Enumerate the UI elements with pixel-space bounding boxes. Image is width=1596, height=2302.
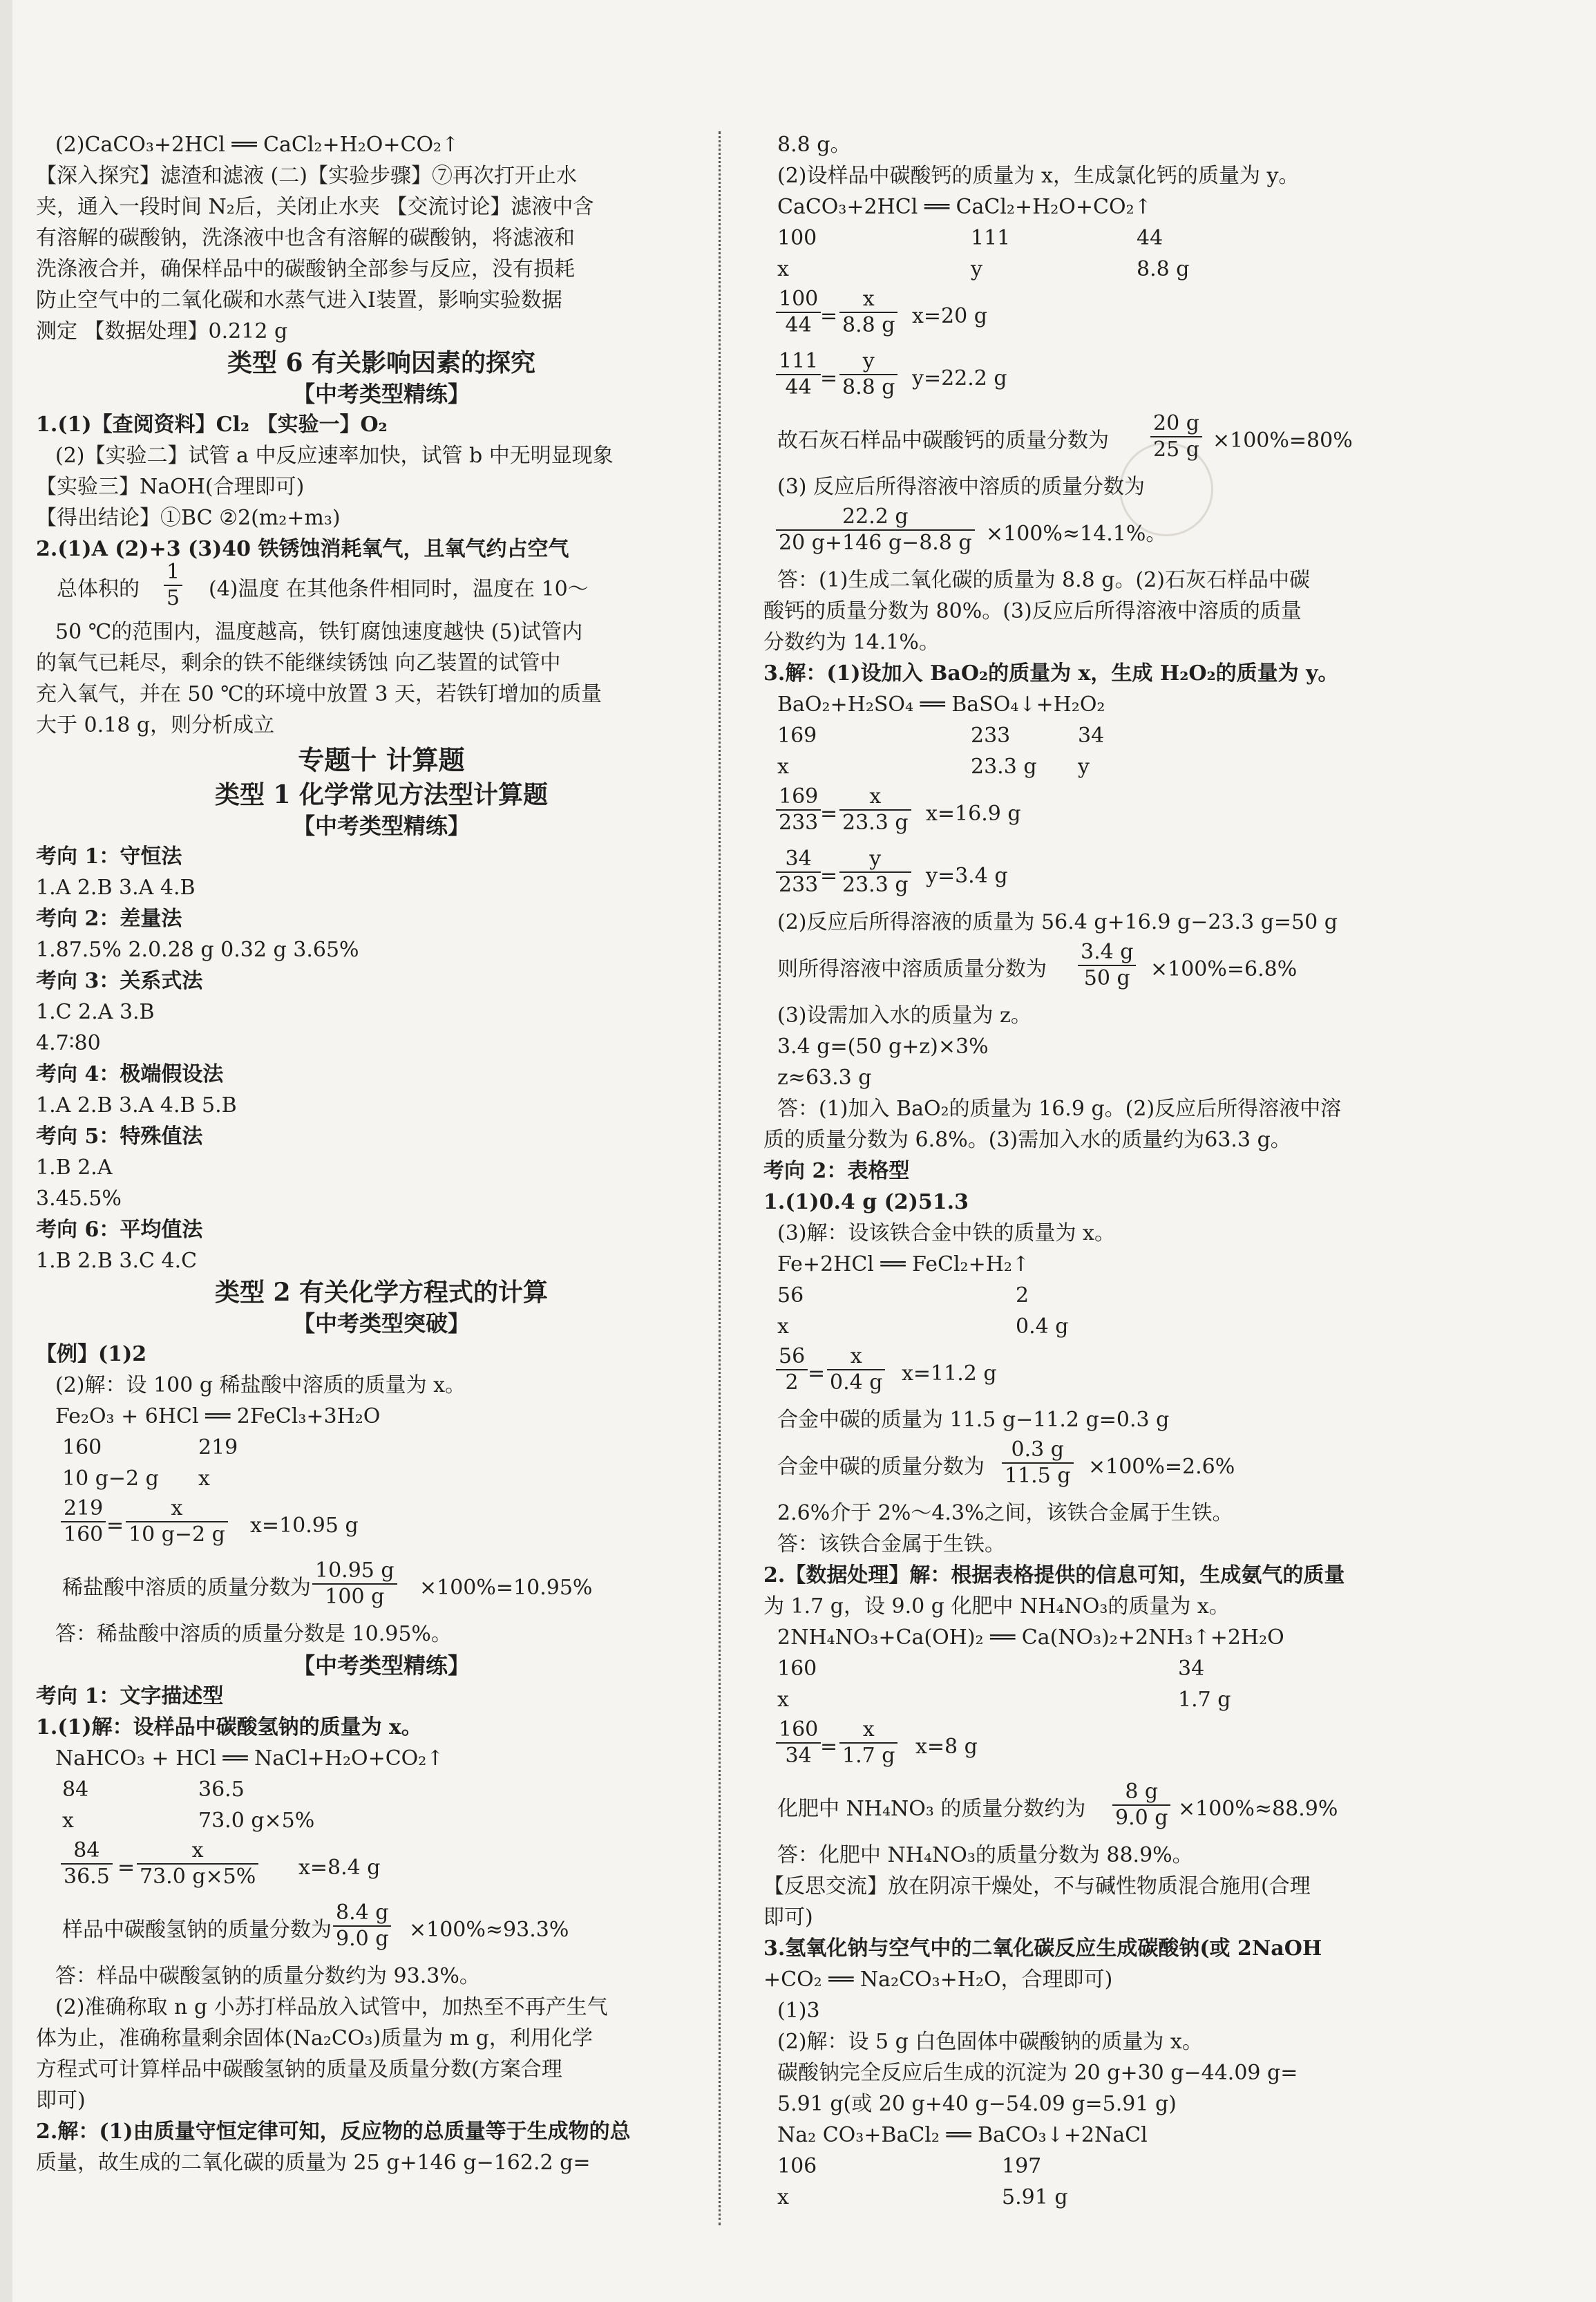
text-line: 总体积的 xyxy=(57,577,140,601)
quantity: y xyxy=(971,257,982,281)
equals-sign: = xyxy=(820,304,838,328)
text-line: 合金中碳的质量分数为 xyxy=(777,1455,985,1479)
result: x=8 g xyxy=(915,1735,978,1759)
fraction xyxy=(776,287,821,338)
text-line: 【例】(1)2 xyxy=(36,1342,147,1366)
fraction-numerator: 3.4 g xyxy=(1078,940,1136,966)
text-line: +CO₂ ══ Na₂CO₃+H₂O，合理即可) xyxy=(763,1968,1113,1992)
fraction-denominator: 0.4 g xyxy=(830,1370,883,1395)
molar-mass: 100 xyxy=(777,226,817,250)
equation: 2NH₄NO₃+Ca(OH)₂ ══ Ca(NO₃)₂+2NH₃↑+2H₂O xyxy=(777,1625,1284,1650)
text-line: 酸钙的质量分数为 80%。(3)反应后所得溶液中溶质的质量 xyxy=(763,599,1302,623)
text-line: ×100%≈14.1%。 xyxy=(986,522,1167,546)
fraction-denominator: 36.5 xyxy=(64,1865,110,1889)
text-line: (2)CaCO₃+2HCl ══ CaCl₂+H₂O+CO₂↑ xyxy=(55,133,459,157)
text-line: 【实验三】NaOH(合理即可) xyxy=(36,475,305,499)
text-line: (2)【实验二】试管 a 中反应速率加快，试管 b 中无明显现象 xyxy=(55,444,614,468)
fraction-numerator: 219 xyxy=(61,1496,106,1522)
text-line: 4.7∶80 xyxy=(36,1031,101,1055)
fraction-numerator: 8 g xyxy=(1112,1780,1170,1806)
molar-mass: 36.5 xyxy=(198,1777,245,1802)
fraction xyxy=(839,349,897,400)
text-line: 1.C 2.A 3.B xyxy=(36,1000,155,1024)
fraction-numerator: 111 xyxy=(776,349,821,375)
text-line: 【深入探究】滤渣和滤液 (二)【实验步骤】⑦再次打开止水 xyxy=(36,164,577,188)
subsection-heading: 【中考类型精练】 xyxy=(292,813,470,839)
text-line: 碳酸钠完全反应后生成的沉淀为 20 g+30 g−44.09 g= xyxy=(777,2061,1298,2085)
molar-mass: 160 xyxy=(777,1657,817,1681)
fraction-denominator: 5 xyxy=(167,586,180,610)
subsection-heading: 【中考类型突破】 xyxy=(292,1310,470,1337)
molar-mass: 233 xyxy=(971,724,1011,748)
text-line: ×100%=10.95% xyxy=(419,1576,593,1600)
fraction-denominator: 25 g xyxy=(1153,437,1199,462)
fraction-denominator: 73.0 g×5% xyxy=(140,1865,256,1889)
fraction-numerator: 34 xyxy=(776,847,821,873)
fraction xyxy=(839,847,911,898)
fraction-denominator: 8.8 g xyxy=(842,313,895,337)
fraction-numerator: 10.95 g xyxy=(312,1558,397,1585)
quantity: 5.91 g xyxy=(1002,2185,1068,2209)
fraction-denominator: 233 xyxy=(779,873,819,897)
fraction xyxy=(839,784,911,836)
fraction-numerator: 22.2 g xyxy=(776,504,975,531)
fraction-numerator: x xyxy=(827,1344,885,1370)
fraction xyxy=(776,504,975,556)
fraction-denominator: 20 g+146 g−8.8 g xyxy=(779,531,972,555)
fraction-numerator: 20 g xyxy=(1150,411,1202,437)
text-line: 合金中碳的质量为 11.5 g−11.2 g=0.3 g xyxy=(777,1408,1170,1432)
text-line: 考向 2：差量法 xyxy=(36,907,182,931)
section-heading: 类型 2 有关化学方程式的计算 xyxy=(214,1278,549,1307)
fraction-denominator: 23.3 g xyxy=(842,873,909,897)
text-line: 质的质量分数为 6.8%。(3)需加入水的质量约为63.3 g。 xyxy=(763,1128,1291,1152)
result: x=8.4 g xyxy=(298,1856,381,1880)
quantity: 1.7 g xyxy=(1178,1688,1231,1712)
quantity: x xyxy=(198,1466,210,1491)
result: y=3.4 g xyxy=(926,864,1008,888)
text-line: 3.氢氧化钠与空气中的二氧化碳反应生成碳酸钠(或 2NaOH xyxy=(763,1936,1322,1961)
fraction xyxy=(61,1838,113,1889)
fraction xyxy=(61,1496,106,1547)
equals-sign: = xyxy=(820,864,838,888)
text-line: 1.B 2.A xyxy=(36,1155,113,1180)
text-line: 考向 6：平均值法 xyxy=(36,1218,203,1242)
fraction-numerator: x xyxy=(839,1717,897,1744)
fraction xyxy=(776,847,821,898)
fraction xyxy=(839,1717,897,1768)
text-line: ×100%=2.6% xyxy=(1088,1455,1235,1479)
quantity: 8.8 g xyxy=(1137,257,1190,281)
fraction-numerator: 56 xyxy=(776,1344,808,1370)
fraction-numerator: y xyxy=(839,847,911,873)
text-line: 防止空气中的二氧化碳和水蒸气进入Ⅰ装置，影响实验数据 xyxy=(36,288,562,312)
fraction xyxy=(839,287,897,338)
quantity: y xyxy=(1078,755,1090,779)
quantity: 0.4 g xyxy=(1016,1314,1069,1339)
fraction xyxy=(312,1558,397,1610)
fraction-denominator: 44 xyxy=(785,375,812,399)
text-line: 50 ℃的范围内，温度越高，铁钉腐蚀速度越快 (5)试管内 xyxy=(55,620,583,644)
text-line: 即可) xyxy=(763,1905,813,1930)
quantity: x xyxy=(777,2185,789,2209)
molar-mass: 34 xyxy=(1078,724,1105,748)
answer-line: 答：化肥中 NH₄NO₃的质量分数为 88.9%。 xyxy=(777,1843,1193,1867)
result: y=22.2 g xyxy=(912,366,1007,390)
fraction-denominator: 8.8 g xyxy=(842,375,895,399)
text-line: 3.45.5% xyxy=(36,1187,122,1211)
text-line: (2)设样品中碳酸钙的质量为 x，生成氯化钙的质量为 y。 xyxy=(777,164,1300,188)
text-line: 1.(1)【查阅资料】Cl₂ 【实验一】O₂ xyxy=(36,413,388,437)
equation: BaO₂+H₂SO₄ ══ BaSO₄↓+H₂O₂ xyxy=(777,692,1105,717)
text-line: (2)反应后所得溶液的质量为 56.4 g+16.9 g−23.3 g=50 g xyxy=(777,910,1338,934)
molar-mass: 56 xyxy=(777,1283,804,1308)
fraction-numerator: 84 xyxy=(61,1838,113,1865)
fraction-numerator: x xyxy=(839,287,897,313)
equals-sign: = xyxy=(117,1856,135,1880)
text-line: 考向 4：极端假设法 xyxy=(36,1062,224,1086)
fraction xyxy=(1112,1780,1170,1831)
equals-sign: = xyxy=(820,366,838,390)
fraction xyxy=(776,784,821,836)
fraction-numerator: 169 xyxy=(776,784,821,811)
text-line: 即可) xyxy=(36,2088,86,2113)
text-line: 体为止，准确称量剩余固体(Na₂CO₃)质量为 m g，利用化学 xyxy=(36,2026,593,2050)
quantity: x xyxy=(777,1314,789,1339)
fraction-numerator: 0.3 g xyxy=(1002,1437,1074,1464)
equals-sign: = xyxy=(808,1361,826,1386)
text-line: 3.解：(1)设加入 BaO₂的质量为 x，生成 H₂O₂的质量为 y。 xyxy=(763,661,1339,686)
text-line: (3) 反应后所得溶液中溶质的质量分数为 xyxy=(777,475,1146,499)
text-line: 3.4 g=(50 g+z)×3% xyxy=(777,1035,989,1059)
text-line: 故石灰石样品中碳酸钙的质量分数为 xyxy=(777,428,1109,453)
answer-line: 答：(1)生成二氧化碳的质量为 8.8 g。(2)石灰石样品中碳 xyxy=(777,568,1310,592)
text-line: 充入氧气，并在 50 ℃的环境中放置 3 天，若铁钉增加的质量 xyxy=(36,682,602,706)
quantity: 73.0 g×5% xyxy=(198,1809,315,1833)
text-line: 样品中碳酸氢钠的质量分数为 xyxy=(62,1918,332,1942)
fraction xyxy=(776,349,821,400)
fraction-denominator: 233 xyxy=(779,811,819,835)
molar-mass: 169 xyxy=(777,724,817,748)
text-line: 的氧气已耗尽，剩余的铁不能继续锈蚀 向乙装置的试管中 xyxy=(36,651,561,675)
text-line: 质量，故生成的二氧化碳的质量为 25 g+146 g−162.2 g= xyxy=(36,2151,591,2175)
fraction xyxy=(126,1496,228,1547)
text-line: z≈63.3 g xyxy=(777,1066,872,1090)
text-line: 【得出结论】①BC ②2(m₂+m₃) xyxy=(36,506,341,530)
column-divider xyxy=(719,131,721,2225)
fraction-numerator: 100 xyxy=(776,287,821,313)
text-line: (1)3 xyxy=(777,1999,820,2023)
answer-line: 答：稀盐酸中溶质的质量分数是 10.95%。 xyxy=(55,1622,452,1646)
fraction xyxy=(776,1717,821,1768)
molar-mass: 106 xyxy=(777,2154,817,2178)
fraction-numerator: 8.4 g xyxy=(333,1900,391,1927)
fraction xyxy=(776,1344,808,1395)
quantity: x xyxy=(777,257,789,281)
fraction xyxy=(164,560,182,611)
text-line: ×100%≈88.9% xyxy=(1178,1797,1338,1821)
fraction-denominator: 160 xyxy=(64,1522,104,1547)
text-line: 1.A 2.B 3.A 4.B 5.B xyxy=(36,1093,237,1117)
text-line: 测定 【数据处理】0.212 g xyxy=(36,319,288,343)
fraction-denominator: 23.3 g xyxy=(842,811,909,835)
text-line: (2)解：设 5 g 白色固体中碳酸钠的质量为 x。 xyxy=(777,2030,1203,2054)
fraction-numerator: x xyxy=(137,1838,258,1865)
fraction-denominator: 11.5 g xyxy=(1005,1464,1071,1488)
fraction-denominator: 50 g xyxy=(1083,966,1130,990)
molar-mass: 34 xyxy=(1178,1657,1205,1681)
text-line: 5.91 g(或 20 g+40 g−54.09 g=5.91 g) xyxy=(777,2092,1177,2116)
text-line: (2)解：设 100 g 稀盐酸中溶质的质量为 x。 xyxy=(55,1373,466,1397)
text-line: 洗涤液合并，确保样品中的碳酸钠全部参与反应，没有损耗 xyxy=(36,257,575,281)
equation: NaHCO₃ + HCl ══ NaCl+H₂O+CO₂↑ xyxy=(55,1746,444,1771)
subsection-heading: 【中考类型精练】 xyxy=(292,1652,470,1679)
text-line: 1.(1)0.4 g (2)51.3 xyxy=(763,1190,969,1214)
text-line: (3)解：设该铁合金中铁的质量为 x。 xyxy=(777,1221,1115,1245)
section-heading: 类型 6 有关影响因素的探究 xyxy=(227,348,536,377)
text-line: 则所得溶液中溶质质量分数为 xyxy=(777,957,1047,981)
answer-line: 答：样品中碳酸氢钠的质量分数约为 93.3%。 xyxy=(55,1964,480,1988)
text-line: 【反思交流】放在阴凉干燥处，不与碱性物质混合施用(合理 xyxy=(763,1874,1311,1898)
text-line: 8.8 g。 xyxy=(777,133,851,157)
text-line: 大于 0.18 g，则分析成立 xyxy=(36,713,275,737)
equals-sign: = xyxy=(820,1735,838,1759)
molar-mass: 2 xyxy=(1016,1283,1029,1308)
text-line: 2.解：(1)由质量守恒定律可知，反应物的总质量等于生成物的总 xyxy=(36,2120,631,2144)
fraction-numerator: x xyxy=(839,784,911,811)
equation: Fe+2HCl ══ FeCl₂+H₂↑ xyxy=(777,1252,1030,1276)
topic-heading: 专题十 计算题 xyxy=(298,744,465,775)
text-line: 1.(1)解：设样品中碳酸氢钠的质量为 x。 xyxy=(36,1715,422,1739)
molar-mass: 111 xyxy=(971,226,1011,250)
fraction-numerator: y xyxy=(839,349,897,375)
fraction-numerator: x xyxy=(126,1496,228,1522)
result: x=11.2 g xyxy=(902,1361,997,1386)
fraction-denominator: 9.0 g xyxy=(1115,1806,1168,1830)
text-line: 分数约为 14.1%。 xyxy=(763,630,940,654)
molar-mass: 44 xyxy=(1137,226,1163,250)
molar-mass: 219 xyxy=(198,1435,238,1460)
text-line: (3)设需加入水的质量为 z。 xyxy=(777,1003,1032,1028)
text-line: 稀盐酸中溶质的质量分数为 xyxy=(62,1576,311,1600)
scan-edge xyxy=(0,0,12,2302)
text-line: ×100%≈93.3% xyxy=(409,1918,569,1942)
text-line: 为 1.7 g，设 9.0 g 化肥中 NH₄NO₃的质量为 x。 xyxy=(763,1594,1230,1619)
equals-sign: = xyxy=(106,1513,124,1538)
text-line: (4)温度 在其他条件相同时，温度在 10～ xyxy=(209,577,589,601)
text-line: 2.(1)A (2)+3 (3)40 铁锈蚀消耗氧气，且氧气约占空气 xyxy=(36,537,569,561)
text-line: 考向 1：文字描述型 xyxy=(36,1684,224,1708)
text-line: 有溶解的碳酸钠，洗涤液中也含有溶解的碳酸钠，将滤液和 xyxy=(36,226,575,250)
text-line: 考向 5：特殊值法 xyxy=(36,1124,203,1149)
equation: Na₂ CO₃+BaCl₂ ══ BaCO₃↓+2NaCl xyxy=(777,2123,1148,2147)
answer-line: 答：该铁合金属于生铁。 xyxy=(777,1532,1005,1556)
text-line: 1.87.5% 2.0.28 g 0.32 g 3.65% xyxy=(36,938,359,962)
fraction xyxy=(1078,940,1136,991)
text-line: (2)准确称取 n g 小苏打样品放入试管中，加热至不再产生气 xyxy=(55,1995,608,2019)
fraction xyxy=(1150,411,1202,462)
answer-line: 答：(1)加入 BaO₂的质量为 16.9 g。(2)反应后所得溶液中溶 xyxy=(777,1097,1342,1121)
text-line: 考向 2：表格型 xyxy=(763,1159,910,1183)
quantity: x xyxy=(777,1688,789,1712)
fraction-denominator: 44 xyxy=(785,313,812,337)
text-line: 考向 3：关系式法 xyxy=(36,969,203,993)
result: x=20 g xyxy=(912,304,987,328)
quantity: x xyxy=(777,755,789,779)
equation: Fe₂O₃ + 6HCl ══ 2FeCl₃+3H₂O xyxy=(55,1404,381,1428)
equation: CaCO₃+2HCl ══ CaCl₂+H₂O+CO₂↑ xyxy=(777,195,1152,219)
result: x=10.95 g xyxy=(250,1513,359,1538)
text-line: 1.A 2.B 3.A 4.B xyxy=(36,876,196,900)
fraction xyxy=(137,1838,258,1889)
fraction-denominator: 9.0 g xyxy=(336,1927,389,1951)
text-line: ×100%=6.8% xyxy=(1150,957,1298,981)
fraction-denominator: 2 xyxy=(785,1370,799,1395)
text-line: 2.【数据处理】解：根据表格提供的信息可知，生成氨气的质量 xyxy=(763,1563,1345,1587)
text-line: 2.6%介于 2%～4.3%之间，该铁合金属于生铁。 xyxy=(777,1501,1233,1525)
fraction xyxy=(827,1344,885,1395)
molar-mass: 160 xyxy=(62,1435,102,1460)
fraction-denominator: 10 g−2 g xyxy=(129,1522,225,1547)
fraction-numerator: 1 xyxy=(164,560,182,586)
fraction-denominator: 100 g xyxy=(325,1585,385,1609)
text-line: ×100%=80% xyxy=(1213,428,1353,453)
equals-sign: = xyxy=(820,802,838,826)
result: x=16.9 g xyxy=(926,802,1021,826)
quantity: 23.3 g xyxy=(971,755,1037,779)
text-line: 化肥中 NH₄NO₃ 的质量分数约为 xyxy=(777,1797,1086,1821)
fraction-numerator: 160 xyxy=(776,1717,821,1744)
text-line: 方程式可计算样品中碳酸氢钠的质量及质量分数(方案合理 xyxy=(36,2057,562,2082)
section-heading: 类型 1 化学常见方法型计算题 xyxy=(214,780,549,809)
text-line: 1.B 2.B 3.C 4.C xyxy=(36,1249,198,1273)
subsection-heading: 【中考类型精练】 xyxy=(292,381,470,407)
fraction-denominator: 1.7 g xyxy=(842,1744,895,1768)
molar-mass: 197 xyxy=(1002,2154,1042,2178)
quantity: x xyxy=(62,1809,74,1833)
quantity: 10 g−2 g xyxy=(62,1466,159,1491)
text-line: 夹，通入一段时间 N₂后，关闭止水夹 【交流讨论】滤液中含 xyxy=(36,195,594,219)
fraction xyxy=(333,1900,391,1952)
text-line: 考向 1：守恒法 xyxy=(36,845,182,869)
fraction xyxy=(1002,1437,1074,1489)
molar-mass: 84 xyxy=(62,1777,89,1802)
fraction-denominator: 34 xyxy=(785,1744,812,1768)
